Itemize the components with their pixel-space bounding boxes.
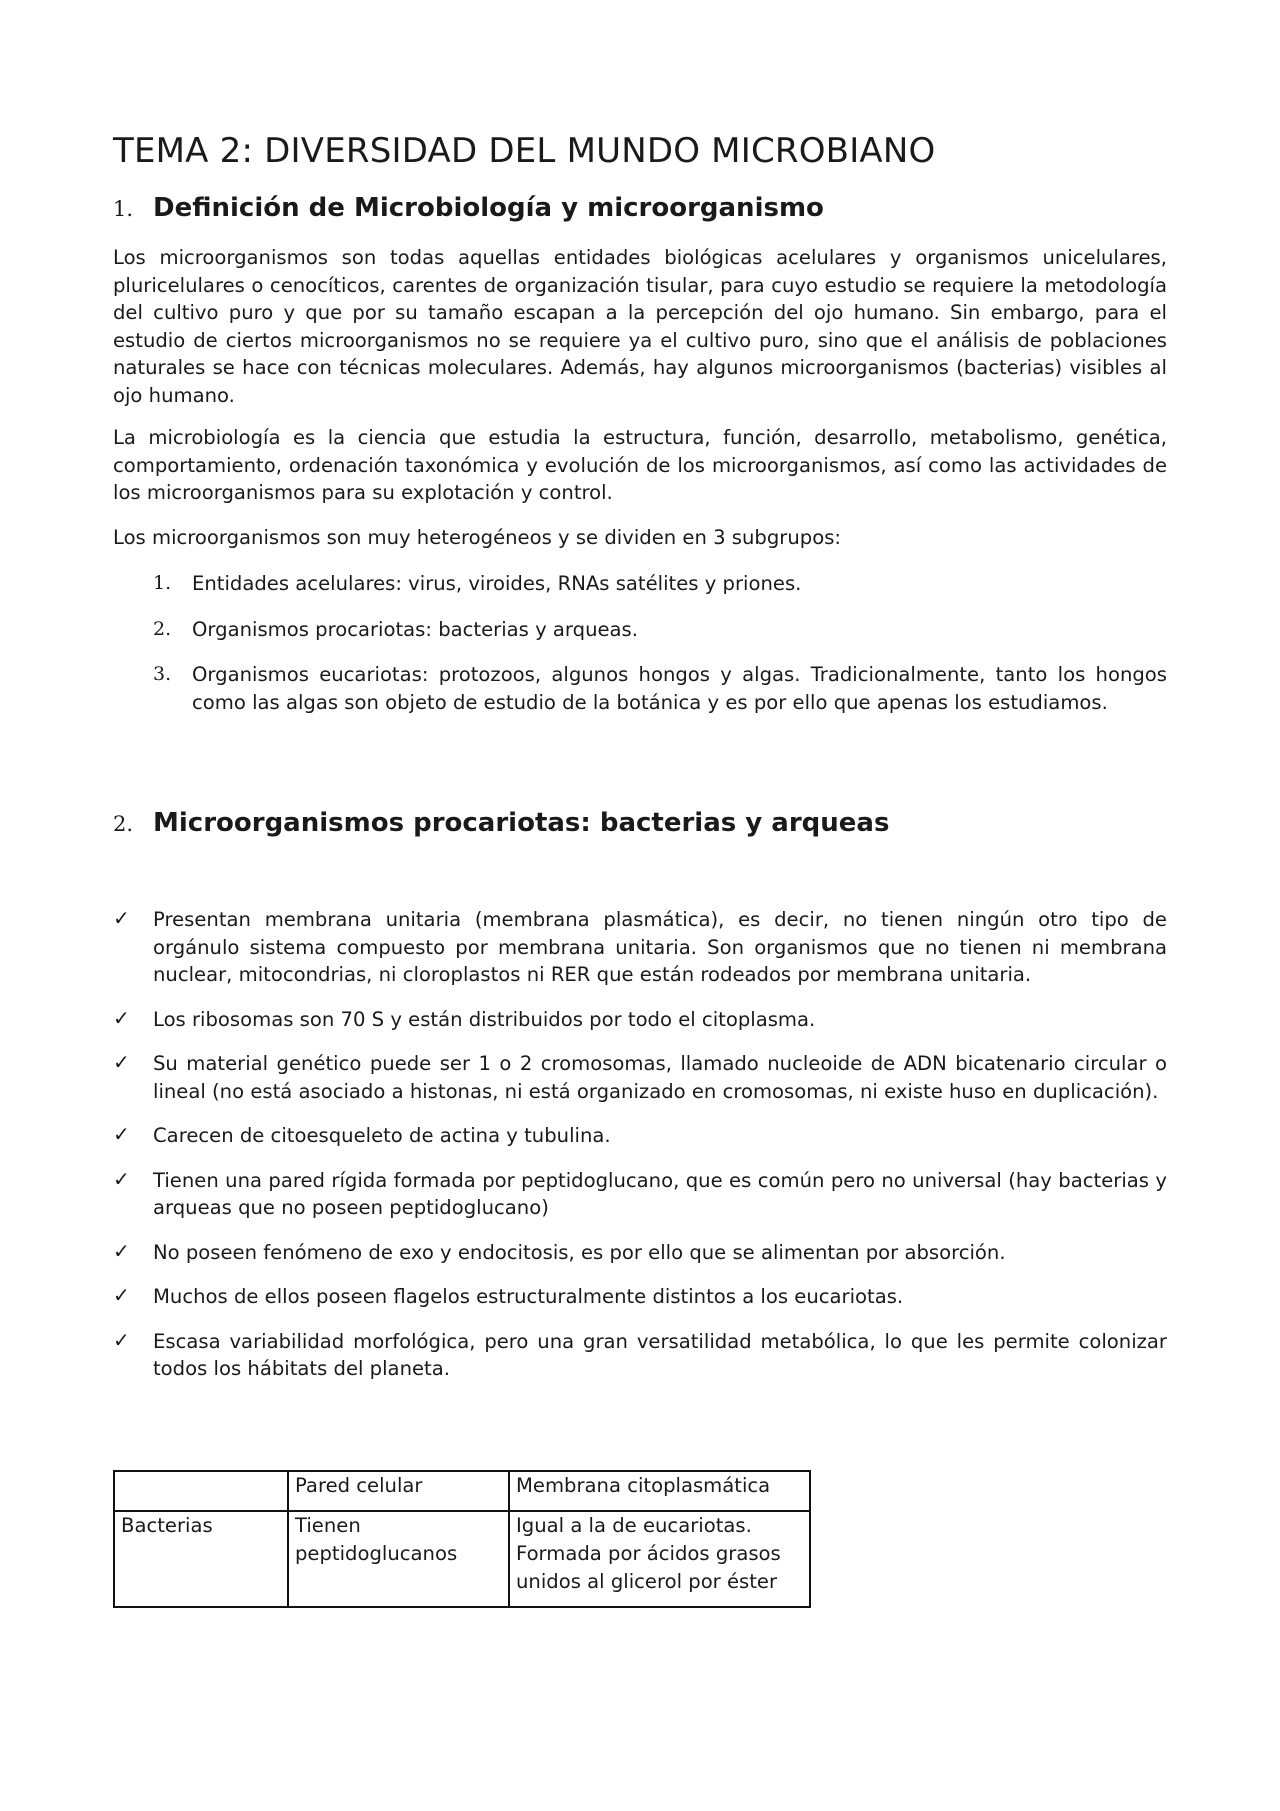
- list-item: ✓ Muchos de ellos poseen flagelos estructuralmente distintos a los eucariotas.: [113, 1283, 904, 1308]
- table-cell: Tienen peptidoglucanos: [288, 1511, 509, 1607]
- comparison-table: [113, 1470, 811, 1608]
- prokaryote-features-list: [113, 906, 1167, 1383]
- checkmark-icon: ✓: [113, 1122, 130, 1146]
- table-header-cell: Membrana citoplasmática: [509, 1471, 810, 1511]
- list-item: ✓ Presentan membrana unitaria (membrana plasmática), es decir, no tienen ningún otro tipo de orgánulo sistema compuesto por membrana unitaria. Son organismos que no tienen ni membrana nuclear, mitocondrias, ni cloroplastos ni RER que están rodeados por membrana unitaria.: [113, 906, 1167, 986]
- table-header-cell: [114, 1471, 288, 1511]
- checkmark-icon: ✓: [113, 1238, 130, 1263]
- list-item: ✓ Los ribosomas son 70 S y están distribuidos por todo el citoplasma.: [113, 1005, 816, 1031]
- paragraph-microorganism-definition: Los microorganismos son todas aquellas entidades biológicas acelulares y organismos unicelulares, pluricelulares o cenocíticos, carentes de organización tisular, para cuyo estudio se requiere la metodología del cultivo puro y que por su tamaño escapan a la percepción del ojo humano. Sin embargo, para el estudio de ciertos microorganismos no se requiere ya el cultivo puro, sino que el análisis de poblaciones naturales se hace con técnicas moleculares. Además, hay algunos microorganismos (bacterias) visibles al ojo humano.: [113, 246, 1167, 407]
- checkmark-icon: ✓: [113, 1005, 130, 1030]
- list-item: ✓ No poseen fenómeno de exo y endocitosis, es por ello que se alimentan por absorción.: [113, 1238, 1006, 1264]
- checkmark-icon: ✓: [113, 1050, 130, 1074]
- subgroups-list: [113, 570, 1167, 716]
- table-row: [114, 1511, 810, 1607]
- checkmark-icon: ✓: [113, 906, 130, 930]
- table-cell: Bacterias: [114, 1511, 288, 1607]
- list-item: ✓ Escasa variabilidad morfológica, pero una gran versatilidad metabólica, lo que les permite colonizar todos los hábitats del planeta.: [113, 1327, 1167, 1380]
- section-1-number: 1.: [113, 197, 134, 221]
- paragraph-microbiology-definition: La microbiología es la ciencia que estudia la estructura, función, desarrollo, metabolismo, genética, comportamiento, ordenación taxonómica y evolución de los microorganismos, así como las actividades de los microorganismos para su explotación y control.: [113, 426, 1167, 504]
- checkmark-icon: ✓: [113, 1283, 130, 1307]
- list-item: ✓ Tienen una pared rígida formada por peptidoglucano, que es común pero no universal (hay bacterias y arqueas que no poseen peptidoglucano): [113, 1166, 1167, 1219]
- table-header-cell: Pared celular: [288, 1471, 509, 1511]
- section-1-heading: [113, 193, 824, 223]
- paragraph-subgroups-intro: Los microorganismos son muy heterogéneos y se dividen en 3 subgrupos:: [113, 526, 842, 549]
- list-item: ✓ Su material genético puede ser 1 o 2 cromosomas, llamado nucleoide de ADN bicatenario circular o lineal (no está asociado a histonas, ni está organizado en cromosomas, ni existe huso en duplicación).: [113, 1050, 1167, 1103]
- list-item: 1. Entidades acelulares: virus, viroides, RNAs satélites y priones.: [153, 572, 802, 595]
- section-1-title: Definición de Microbiología y microorganismo: [153, 193, 824, 223]
- table-header-row: [114, 1471, 810, 1511]
- list-item: 2. Organismos procariotas: bacterias y arqueas.: [153, 617, 638, 641]
- table-cell: Igual a la de eucariotas. Formada por ácidos grasos unidos al glicerol por éster: [509, 1511, 810, 1607]
- list-item: ✓ Carecen de citoesqueleto de actina y tubulina.: [113, 1122, 611, 1147]
- list-item: 3. Organismos eucariotas: protozoos, algunos hongos y algas. Tradicionalmente, tanto los hongos como las algas son objeto de estudio de la botánica y es por ello que apenas los estudiamos.: [153, 663, 1167, 714]
- section-2-title: Microorganismos procariotas: bacterias y arqueas: [153, 808, 890, 838]
- section-2-heading: [113, 808, 889, 838]
- checkmark-icon: ✓: [113, 1327, 130, 1352]
- document-title: TEMA 2: DIVERSIDAD DEL MUNDO MICROBIANO: [113, 131, 936, 171]
- section-2-number: 2.: [113, 812, 134, 836]
- checkmark-icon: ✓: [113, 1166, 130, 1191]
